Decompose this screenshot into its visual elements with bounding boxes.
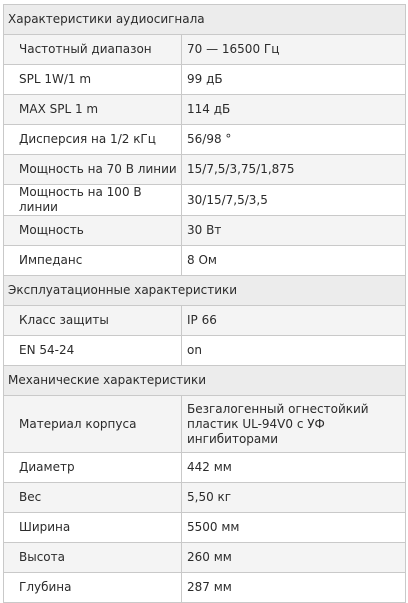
spec-label: Частотный диапазон xyxy=(4,35,182,65)
spec-row xyxy=(4,125,406,155)
spec-row xyxy=(4,543,406,573)
spec-label: Глубина xyxy=(4,573,182,603)
spec-row xyxy=(4,453,406,483)
spec-row xyxy=(4,513,406,543)
specifications-table xyxy=(3,4,406,603)
spec-value: Безгалогенный огнестойкий пластик UL-94V0 с УФ ингибиторами xyxy=(182,396,406,453)
section-title: Механические характеристики xyxy=(4,366,406,396)
spec-value: 5,50 кг xyxy=(182,483,406,513)
spec-row xyxy=(4,155,406,185)
spec-value: 70 — 16500 Гц xyxy=(182,35,406,65)
spec-value: 5500 мм xyxy=(182,513,406,543)
spec-label: Импеданс xyxy=(4,246,182,276)
spec-row xyxy=(4,95,406,125)
spec-label: Вес xyxy=(4,483,182,513)
section-header-mechanical xyxy=(4,366,406,396)
spec-row xyxy=(4,306,406,336)
spec-row xyxy=(4,396,406,453)
spec-value: 56/98 ° xyxy=(182,125,406,155)
spec-value: 287 мм xyxy=(182,573,406,603)
spec-label: Высота xyxy=(4,543,182,573)
spec-label: SPL 1W/1 m xyxy=(4,65,182,95)
spec-label: MAX SPL 1 m xyxy=(4,95,182,125)
section-title: Характеристики аудиосигнала xyxy=(4,5,406,35)
spec-row xyxy=(4,216,406,246)
spec-row xyxy=(4,185,406,216)
spec-value: 30/15/7,5/3,5 xyxy=(182,185,406,216)
spec-value: 15/7,5/3,75/1,875 xyxy=(182,155,406,185)
spec-value: 30 Вт xyxy=(182,216,406,246)
spec-label: Материал корпуса xyxy=(4,396,182,453)
spec-label: Класс защиты xyxy=(4,306,182,336)
spec-row xyxy=(4,483,406,513)
spec-label: Мощность на 70 В линии xyxy=(4,155,182,185)
spec-label: Мощность xyxy=(4,216,182,246)
spec-label: Мощность на 100 В линии xyxy=(4,185,182,216)
spec-value: IP 66 xyxy=(182,306,406,336)
section-header-operational xyxy=(4,276,406,306)
spec-row xyxy=(4,35,406,65)
spec-value: 99 дБ xyxy=(182,65,406,95)
spec-label: Дисперсия на 1/2 кГц xyxy=(4,125,182,155)
spec-value: 442 мм xyxy=(182,453,406,483)
spec-row xyxy=(4,336,406,366)
spec-label: EN 54-24 xyxy=(4,336,182,366)
spec-row xyxy=(4,246,406,276)
spec-row xyxy=(4,573,406,603)
spec-label: Диаметр xyxy=(4,453,182,483)
spec-label: Ширина xyxy=(4,513,182,543)
section-title: Эксплуатационные характеристики xyxy=(4,276,406,306)
spec-value: on xyxy=(182,336,406,366)
spec-value: 114 дБ xyxy=(182,95,406,125)
spec-row xyxy=(4,65,406,95)
spec-value: 260 мм xyxy=(182,543,406,573)
section-header-audio xyxy=(4,5,406,35)
spec-value: 8 Ом xyxy=(182,246,406,276)
